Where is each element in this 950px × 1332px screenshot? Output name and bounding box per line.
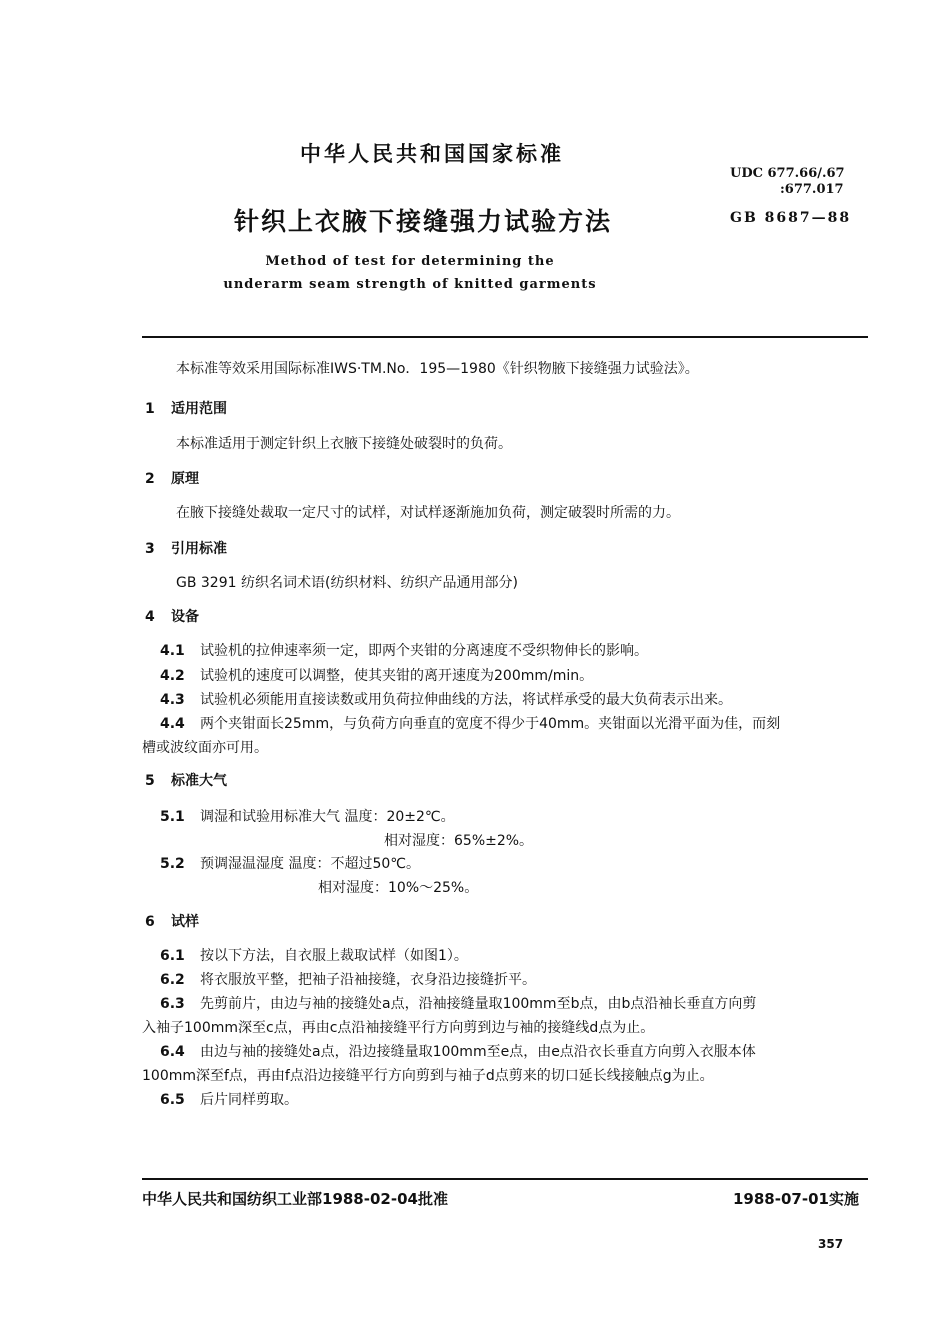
clause-5-2-humidity: 相对湿度：10%～25%。 <box>318 880 479 896</box>
document-title-cn: 针织上衣腋下接缝强力试验方法 <box>234 207 613 236</box>
section-3-text: GB 3291 纺织名词术语(纺织材料、纺织产品通用部分) <box>176 575 518 591</box>
clause-text: 先剪前片，由边与袖的接缝处a点，沿袖接缝量取100mm至b点，由b点沿袖长垂直方向剪 <box>200 996 757 1012</box>
udc-code <box>730 166 845 198</box>
effective-date: 1988-07-01实施 <box>733 1190 859 1208</box>
clause-number: 6.3 <box>160 996 185 1012</box>
clause-number: 5.1 <box>160 809 185 825</box>
document-title-en-line-1: Method of test for determining the <box>265 254 555 269</box>
section-title: 标准大气 <box>171 773 227 789</box>
clause-5-1-humidity: 相对湿度：65%±2%。 <box>384 833 534 849</box>
clause-number: 6.5 <box>160 1092 185 1108</box>
clause-text: 调湿和试验用标准大气 温度：20±2℃。 <box>200 809 455 825</box>
approval-line: 中华人民共和国纺织工业部1988-02-04批准 <box>142 1190 448 1208</box>
clause-4-2 <box>160 665 593 685</box>
section-title: 试样 <box>171 914 199 930</box>
udc-line-1: UDC 677.66/.67 <box>730 166 845 181</box>
udc-line-2: :677.017 <box>780 182 844 197</box>
clause-5-2 <box>160 853 420 873</box>
clause-number: 6.4 <box>160 1044 185 1060</box>
clause-number: 4.3 <box>160 692 185 708</box>
section-title: 引用标准 <box>171 541 227 557</box>
clause-6-4 <box>160 1041 756 1061</box>
section-1-text: 本标准适用于测定针织上衣腋下接缝处破裂时的负荷。 <box>176 436 512 452</box>
clause-text: 预调湿温湿度 温度：不超过50℃。 <box>200 856 420 872</box>
section-6-heading <box>145 911 199 931</box>
clause-6-1 <box>160 945 468 965</box>
section-number: 1 <box>145 401 155 417</box>
section-title: 原理 <box>171 471 199 487</box>
clause-number: 4.4 <box>160 716 185 732</box>
clause-text: 将衣服放平整，把袖子沿袖接缝，衣身沿边接缝折平。 <box>200 972 536 988</box>
clause-4-1 <box>160 640 648 660</box>
clause-number: 4.1 <box>160 643 185 659</box>
section-number: 4 <box>145 609 155 625</box>
section-2-heading <box>145 468 199 488</box>
clause-5-1 <box>160 806 455 826</box>
clause-4-4 <box>160 713 780 733</box>
clause-text: 试验机必须能用直接读数或用负荷拉伸曲线的方法，将试样承受的最大负荷表示出来。 <box>200 692 732 708</box>
section-3-heading <box>145 538 227 558</box>
clause-6-3 <box>160 993 756 1013</box>
clause-6-3-continued: 入袖子100mm深至c点，再由c点沿袖接缝平行方向剪到边与袖的接缝线d点为止。 <box>142 1020 655 1036</box>
clause-text: 两个夹钳面长25mm，与负荷方向垂直的宽度不得少于40mm。夹钳面以光滑平面为佳，而刻 <box>200 716 781 732</box>
intro-paragraph: 本标准等效采用国际标准IWS·TM.No．195—1980《针织物腋下接缝强力试验法》。 <box>176 361 699 377</box>
section-2-text: 在腋下接缝处裁取一定尺寸的试样，对试样逐渐施加负荷，测定破裂时所需的力。 <box>176 505 680 521</box>
clause-4-4-continued: 槽或波纹面亦可用。 <box>142 740 268 756</box>
section-4-heading <box>145 606 199 626</box>
section-title: 设备 <box>171 609 199 625</box>
clause-6-4-continued: 100mm深至f点，再由f点沿边接缝平行方向剪到与袖子d点剪来的切口延长线接触点g为止。 <box>142 1068 714 1084</box>
section-number: 5 <box>145 773 155 789</box>
section-title: 适用范围 <box>171 401 227 417</box>
section-number: 6 <box>145 914 155 930</box>
page-number: 357 <box>818 1237 844 1251</box>
section-5-heading <box>145 770 227 790</box>
document-title-en-line-2: underarm seam strength of knitted garments <box>223 277 597 292</box>
clause-number: 6.2 <box>160 972 185 988</box>
footer-rule <box>142 1178 868 1180</box>
gb-number: GB 8687—88 <box>730 210 852 226</box>
clause-text: 试验机的拉伸速率须一定，即两个夹钳的分离速度不受织物伸长的影响。 <box>200 643 648 659</box>
header-rule <box>142 336 868 338</box>
section-number: 3 <box>145 541 155 557</box>
section-1-heading <box>145 398 227 418</box>
clause-text: 按以下方法，自衣服上裁取试样（如图1）。 <box>200 948 468 964</box>
clause-6-2 <box>160 969 536 989</box>
clause-text: 后片同样剪取。 <box>200 1092 298 1108</box>
clause-text: 由边与袖的接缝处a点，沿边接缝量取100mm至e点，由e点沿衣长垂直方向剪入衣服本体 <box>200 1044 756 1060</box>
clause-4-3 <box>160 689 732 709</box>
standard-type-heading: 中华人民共和国国家标准 <box>300 142 564 166</box>
clause-text: 试验机的速度可以调整，使其夹钳的离开速度为200mm/min。 <box>200 668 594 684</box>
clause-number: 4.2 <box>160 668 185 684</box>
clause-number: 6.1 <box>160 948 185 964</box>
section-number: 2 <box>145 471 155 487</box>
clause-6-5 <box>160 1089 298 1109</box>
clause-number: 5.2 <box>160 856 185 872</box>
